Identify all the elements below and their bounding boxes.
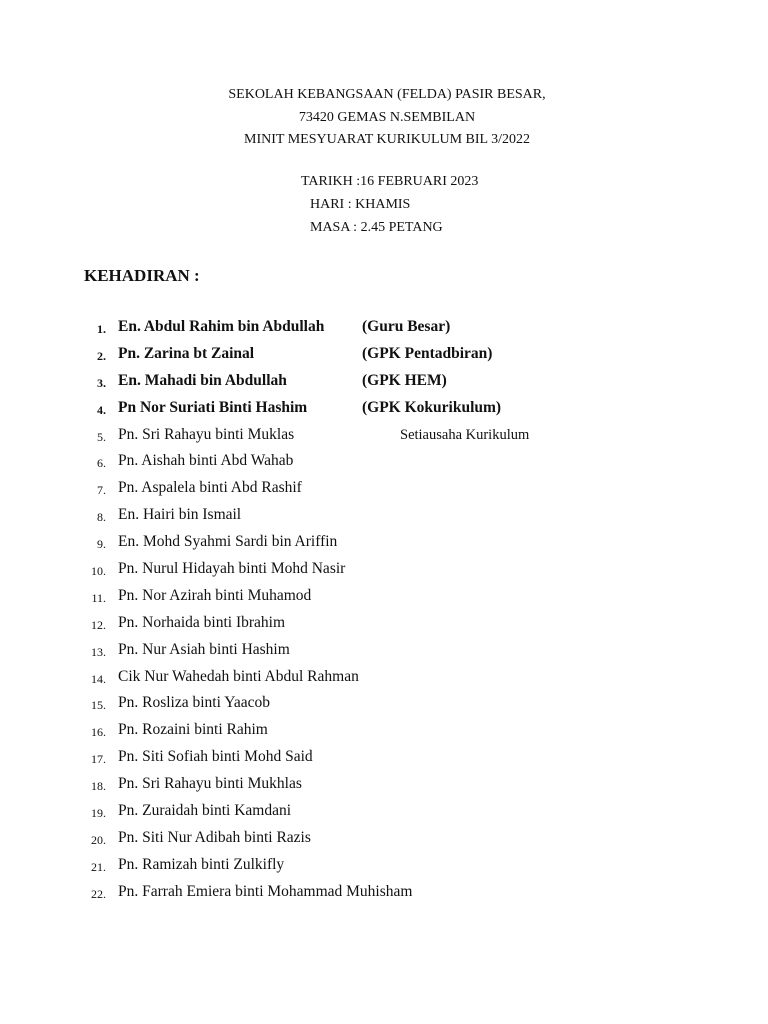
attendee-name: Pn. Norhaida binti Ibrahim — [118, 613, 286, 631]
attendance-row — [0, 855, 768, 882]
attendance-number: 21. — [91, 859, 106, 874]
attendance-number: 17. — [91, 752, 106, 767]
attendee-name: Pn. Ramizah binti Zulkifly — [118, 855, 285, 873]
attendance-number: 14. — [91, 671, 106, 686]
attendance-number: 16. — [91, 725, 106, 740]
attendance-row — [0, 774, 768, 801]
attendance-row — [0, 559, 768, 586]
attendance-number: 12. — [91, 617, 106, 632]
attendee-role: Setiausaha Kurikulum — [400, 426, 530, 443]
attendee-name: Pn. Farrah Emiera binti Mohammad Muhisham — [118, 882, 413, 900]
attendance-row — [0, 586, 768, 613]
attendance-number: 10. — [91, 564, 106, 579]
attendance-row — [0, 693, 768, 720]
attendee-name: Pn. Rosliza binti Yaacob — [118, 694, 270, 712]
attendee-role: (GPK Pentadbiran) — [362, 344, 493, 362]
attendance-number: 13. — [91, 644, 106, 659]
attendance-row — [0, 478, 768, 505]
attendance-number: 3. — [97, 375, 106, 390]
attendance-number: 7. — [97, 483, 106, 498]
attendance-row — [0, 451, 768, 478]
attendee-name: Pn. Nor Azirah binti Muhamod — [118, 586, 312, 604]
document-header — [0, 84, 768, 152]
attendance-number: 15. — [91, 698, 106, 713]
attendee-name: Pn. Siti Nur Adibah binti Razis — [118, 828, 311, 846]
school-name: SEKOLAH KEBANGSAAN (FELDA) PASIR BESAR, — [228, 87, 546, 102]
attendee-name: Pn. Nurul Hidayah binti Mohd Nasir — [118, 560, 346, 578]
document-title: MINIT MESYUARAT KURIKULUM BIL 3/2022 — [244, 132, 530, 147]
attendee-role: (GPK Kokurikulum) — [362, 398, 502, 416]
school-address: 73420 GEMAS N.SEMBILAN — [298, 109, 476, 125]
attendee-name: Pn. Nur Asiah binti Hashim — [118, 640, 290, 658]
attendance-number: 1. — [97, 322, 106, 336]
attendance-number: 22. — [91, 886, 106, 901]
meeting-date: TARIKH :16 FEBRUARI 2023 — [301, 174, 479, 189]
attendance-row — [0, 371, 768, 398]
attendee-name: Cik Nur Wahedah binti Abdul Rahman — [118, 667, 359, 685]
attendance-number: 6. — [97, 456, 106, 471]
attendance-row — [0, 801, 768, 828]
attendance-row — [0, 505, 768, 532]
attendee-name: Pn. Aishah binti Abd Wahab — [118, 452, 294, 470]
attendee-name: Pn. Aspalela binti Abd Rashif — [118, 479, 302, 497]
attendee-name: Pn. Zarina bt Zainal — [118, 344, 255, 362]
attendee-name: Pn Nor Suriati Binti Hashim — [118, 398, 308, 416]
attendance-number: 4. — [97, 402, 106, 417]
attendance-number: 20. — [91, 832, 106, 847]
attendance-number: 8. — [97, 510, 106, 525]
attendance-row — [0, 398, 768, 425]
attendee-name: Pn. Sri Rahayu binti Mukhlas — [118, 775, 302, 793]
attendee-role: (Guru Besar) — [362, 318, 451, 335]
attendee-name: Pn. Rozaini binti Rahim — [118, 721, 268, 739]
meeting-time: MASA : 2.45 PETANG — [310, 220, 443, 235]
attendance-row — [0, 344, 768, 371]
attendance-number: 19. — [91, 806, 106, 821]
attendance-heading: KEHADIRAN : — [84, 266, 200, 285]
attendance-number: 18. — [91, 779, 106, 794]
attendee-role: (GPK HEM) — [362, 371, 447, 389]
attendance-row — [0, 747, 768, 774]
attendance-row — [0, 720, 768, 747]
attendee-name: Pn. Sri Rahayu binti Muklas — [118, 425, 295, 443]
attendee-name: Pn. Zuraidah binti Kamdani — [118, 802, 292, 820]
attendance-row — [0, 640, 768, 667]
attendee-name: Pn. Siti Sofiah binti Mohd Said — [118, 748, 313, 766]
attendance-number: 9. — [97, 537, 106, 552]
attendance-number: 2. — [97, 348, 106, 363]
attendance-row — [0, 667, 768, 694]
attendance-list — [0, 317, 768, 909]
attendance-number: 11. — [91, 590, 106, 605]
attendance-row — [0, 425, 768, 452]
attendance-row — [0, 613, 768, 640]
attendance-row — [0, 882, 768, 909]
attendee-name: En. Abdul Rahim bin Abdullah — [118, 318, 325, 335]
attendance-row — [0, 828, 768, 855]
attendee-name: En. Hairi bin Ismail — [118, 506, 242, 524]
attendance-row — [0, 317, 768, 344]
meeting-day: HARI : KHAMIS — [310, 197, 411, 212]
attendee-name: En. Mohd Syahmi Sardi bin Ariffin — [118, 533, 338, 551]
attendee-name: En. Mahadi bin Abdullah — [118, 371, 287, 389]
attendance-number: 5. — [97, 429, 106, 444]
attendance-row — [0, 532, 768, 559]
